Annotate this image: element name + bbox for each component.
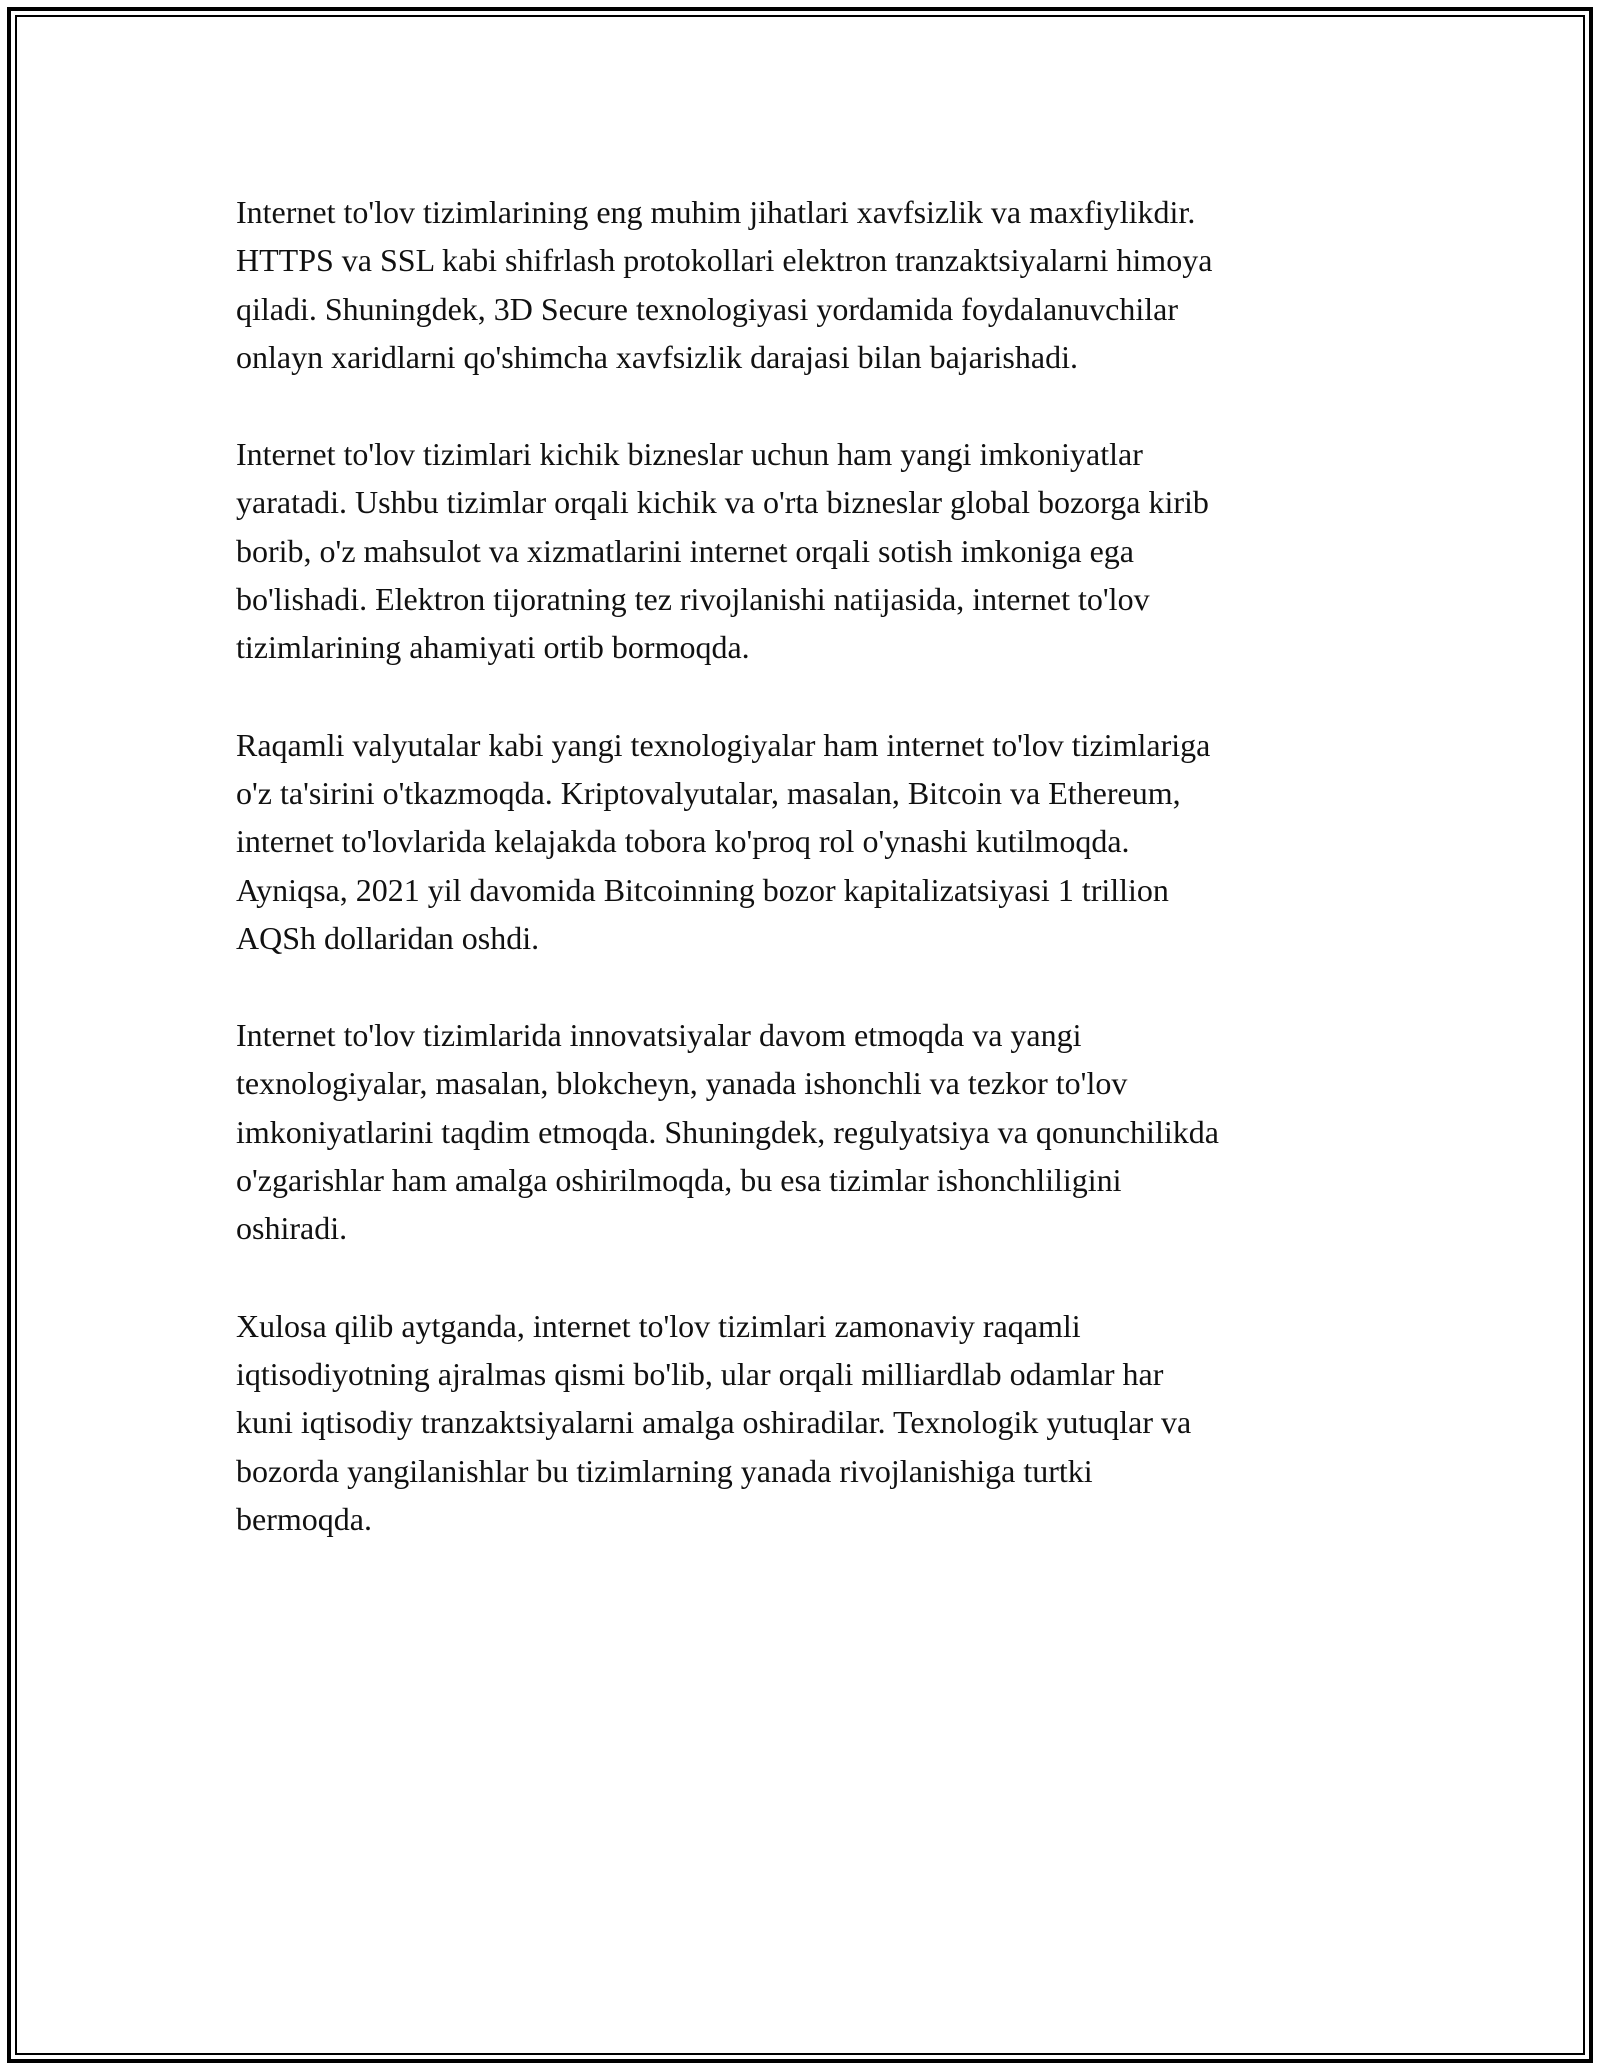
paragraph-conclusion bbox=[236, 1302, 1376, 1543]
text-line: iqtisodiyotning ajralmas qismi bo'lib, ular orqali milliardlab odamlar har bbox=[236, 1355, 1164, 1392]
document-body bbox=[236, 188, 1376, 1592]
text-line: Internet to'lov tizimlarida innovatsiyalar davom etmoqda va yangi bbox=[236, 1017, 1082, 1054]
paragraph-security bbox=[236, 188, 1376, 381]
text-line: AQSh dollaridan oshdi. bbox=[236, 919, 540, 956]
text-line: onlayn xaridlarni qo'shimcha xavfsizlik darajasi bilan bajarishadi. bbox=[236, 338, 1078, 375]
text-line: Internet to'lov tizimlari kichik bizneslar uchun ham yangi imkoniyatlar bbox=[236, 436, 1143, 473]
paragraph-digital-currencies bbox=[236, 721, 1376, 962]
text-line: qiladi. Shuningdek, 3D Secure texnologiyasi yordamida foydalanuvchilar bbox=[236, 290, 1178, 327]
text-line: o'zgarishlar ham amalga oshirilmoqda, bu esa tizimlar ishonchliligini bbox=[236, 1162, 1122, 1199]
text-line: kuni iqtisodiy tranzaktsiyalarni amalga oshiradilar. Texnologik yutuqlar va bbox=[236, 1404, 1192, 1441]
text-line: bermoqda. bbox=[236, 1500, 372, 1537]
text-line: Ayniqsa, 2021 yil davomida Bitcoinning bozor kapitalizatsiyasi 1 trillion bbox=[236, 871, 1169, 908]
text-line: Xulosa qilib aytganda, internet to'lov tizimlari zamonaviy raqamli bbox=[236, 1307, 1081, 1344]
text-line: bo'lishadi. Elektron tijoratning tez rivojlanishi natijasida, internet to'lov bbox=[236, 581, 1150, 618]
text-line: internet to'lovlarida kelajakda tobora ko'proq rol o'ynashi kutilmoqda. bbox=[236, 823, 1130, 860]
text-line: yaratadi. Ushbu tizimlar orqali kichik va o'rta bizneslar global bozorga kirib bbox=[236, 484, 1209, 521]
text-line: bozorda yangilanishlar bu tizimlarning yanada rivojlanishiga turtki bbox=[236, 1452, 1093, 1489]
text-line: HTTPS va SSL kabi shifrlash protokollari elektron tranzaktsiyalarni himoya bbox=[236, 242, 1213, 279]
text-line: tizimlarining ahamiyati ortib bormoqda. bbox=[236, 629, 750, 666]
paragraph-innovations bbox=[236, 1011, 1376, 1252]
paragraph-small-business bbox=[236, 430, 1376, 671]
text-line: Raqamli valyutalar kabi yangi texnologiyalar ham internet to'lov tizimlariga bbox=[236, 726, 1211, 763]
text-line: oshiradi. bbox=[236, 1210, 348, 1247]
text-line: texnologiyalar, masalan, blokcheyn, yanada ishonchli va tezkor to'lov bbox=[236, 1065, 1128, 1102]
text-line: Internet to'lov tizimlarining eng muhim jihatlari xavfsizlik va maxfiylikdir. bbox=[236, 194, 1196, 230]
text-line: o'z ta'sirini o'tkazmoqda. Kriptovalyutalar, masalan, Bitcoin va Ethereum, bbox=[236, 774, 1181, 811]
text-line: imkoniyatlarini taqdim etmoqda. Shuningdek, regulyatsiya va qonunchilikda bbox=[236, 1113, 1219, 1150]
text-line: borib, o'z mahsulot va xizmatlarini internet orqali sotish imkoniga ega bbox=[236, 532, 1134, 569]
